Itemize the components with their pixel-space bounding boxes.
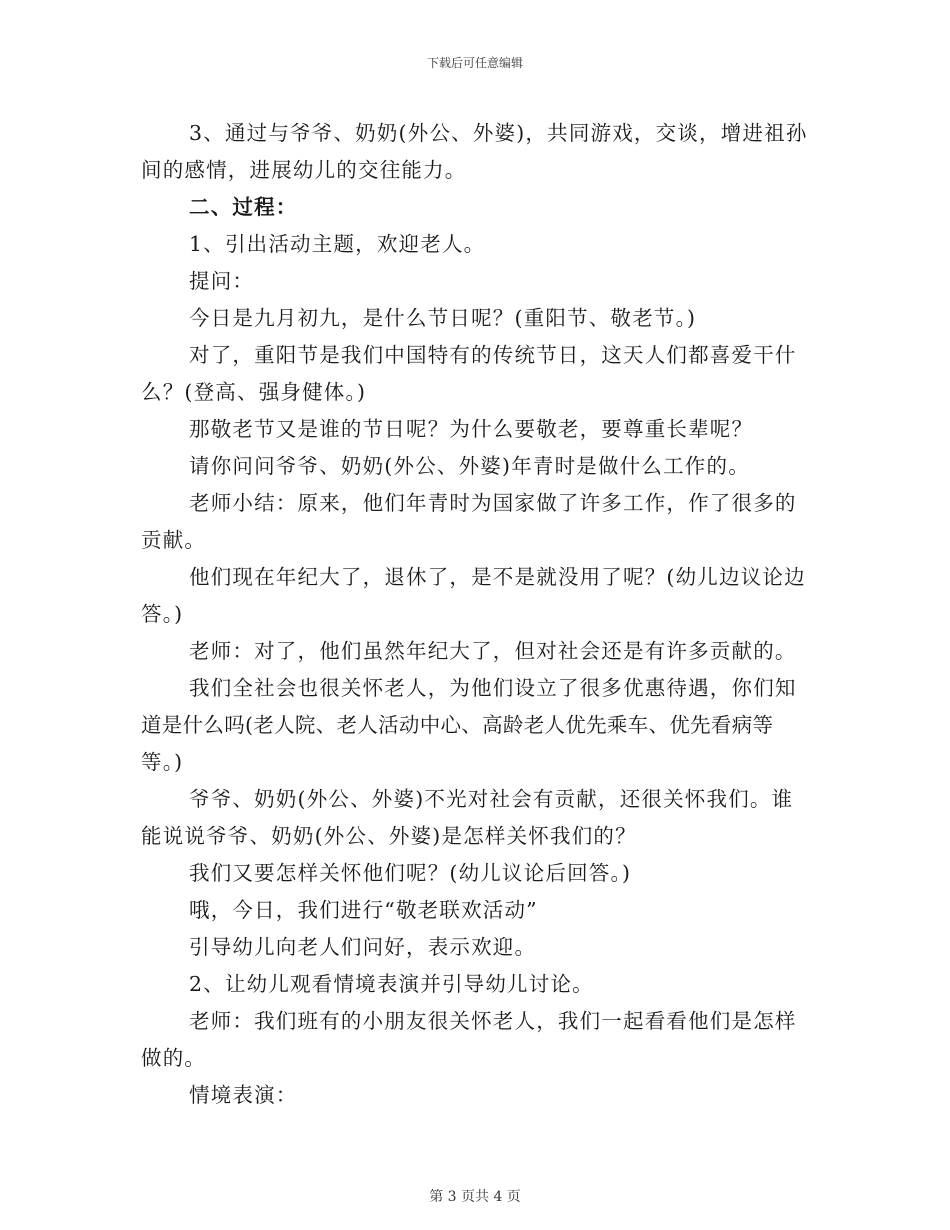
- text-line: 做的。: [141, 1046, 207, 1070]
- text-line: 能说说爷爷、奶奶(外公、外婆)是怎样关怀我们的？: [141, 824, 637, 848]
- text-line: 1、引出活动主题，欢迎老人。: [189, 232, 486, 256]
- section-heading: 二、过程：: [189, 195, 298, 219]
- page-footer: 第 3 页共 4 页: [429, 1189, 521, 1205]
- text-line: 我们全社会也很关怀老人，为他们设立了很多优惠待遇，你们知: [189, 676, 797, 700]
- text-line: 今日是九月初九，是什么节日呢？(重阳节、敬老节。): [189, 306, 697, 330]
- text-line: 对了，重阳节是我们中国特有的传统节日，这天人们都喜爱干什: [189, 343, 797, 367]
- text-line: 那敬老节又是谁的节日呢？为什么要敬老，要尊重长辈呢？: [189, 417, 754, 441]
- page-header: 下载后可任意编辑: [426, 56, 523, 70]
- text-line: 他们现在年纪大了，退休了，是不是就没用了呢？(幼儿边议论边: [189, 565, 806, 589]
- text-line: 么？(登高、强身健体。): [141, 380, 367, 404]
- text-line: 爷爷、奶奶(外公、外婆)不光对社会有贡献，还很关怀我们。谁: [189, 787, 794, 811]
- text-line: 请你问问爷爷、奶奶(外公、外婆)年青时是做什么工作的。: [189, 454, 750, 478]
- text-line: 情境表演：: [189, 1083, 298, 1107]
- text-line: 老师：对了，他们虽然年纪大了，但对社会还是有许多贡献的。: [189, 639, 797, 663]
- text-line: 间的感情，进展幼儿的交往能力。: [141, 158, 467, 182]
- text-line: 引导幼儿向老人们问好，表示欢迎。: [189, 935, 537, 959]
- text-line: 等。): [141, 750, 184, 774]
- text-line: 3、通过与爷爷、奶奶(外公、外婆)，共同游戏，交谈，增进祖孙: [189, 121, 808, 145]
- text-line: 道是什么吗(老人院、老人活动中心、高龄老人优先乘车、优先看病等: [141, 713, 774, 737]
- text-line: 2、让幼儿观看情境表演并引导幼儿讨论。: [189, 972, 594, 996]
- text-line: 老师：我们班有的小朋友很关怀老人，我们一起看看他们是怎样: [189, 1009, 797, 1033]
- text-line: 答。): [141, 602, 184, 626]
- text-line: 我们又要怎样关怀他们呢？(幼儿议论后回答。): [189, 861, 632, 885]
- text-line: 提问：: [189, 269, 255, 293]
- text-line: 老师小结：原来，他们年青时为国家做了许多工作，作了很多的: [189, 491, 797, 515]
- text-line: 哦，今日，我们进行“敬老联欢活动”: [189, 898, 538, 922]
- text-line: 贡献。: [141, 528, 207, 552]
